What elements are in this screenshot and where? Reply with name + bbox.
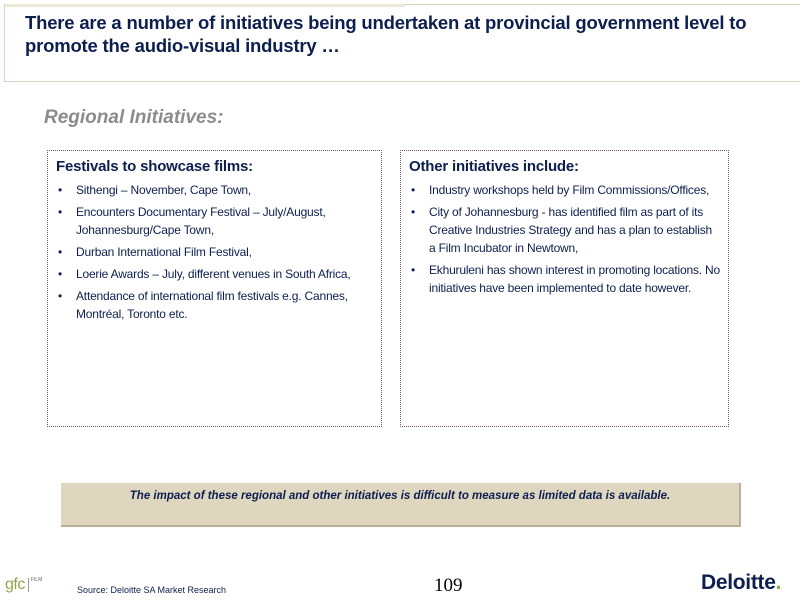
bullet-icon: • [411,183,416,197]
title-top-rule [5,4,405,7]
page-title: There are a number of initiatives being undertaken at provincial government level to promote the audio-visual industry … [25,12,747,56]
bullet-icon: • [58,289,63,303]
bullet-icon: • [58,205,63,219]
gfc-film-logo [5,575,44,595]
list-item-text: Durban International Film Festival, [76,245,252,259]
bullet-icon: • [411,205,416,219]
list-item-text: Loerie Awards – July, different venues in South Africa, [76,267,351,281]
list-item [409,203,720,257]
bullet-icon: • [411,263,416,277]
list-item [56,203,373,239]
bullet-icon: • [58,183,63,197]
list-item [409,261,720,297]
other-initiatives-list [409,181,720,297]
other-initiatives-heading: Other initiatives include: [409,158,579,175]
page-number: 109 [434,575,463,596]
list-item-text: Encounters Documentary Festival – July/August, Johannesburg/Cape Town, [76,205,326,237]
list-item [56,181,373,199]
source-note: Source: Deloitte SA Market Research [77,585,227,595]
list-item [56,287,373,323]
deloitte-logo-text: Deloitte [701,571,776,594]
bullet-icon: • [58,245,63,259]
list-item-text: City of Johannesburg - has identified film as part of its Creative Industries Strategy and has a plan to establish a Film Incubator in Newtown, [429,205,712,255]
bullet-icon: • [58,267,63,281]
section-subtitle: Regional Initiatives: [44,107,224,128]
list-item-text: Sithengi – November, Cape Town, [76,183,252,197]
deloitte-logo-dot: . [775,571,782,594]
festivals-list [56,181,373,323]
other-initiatives-panel [400,150,729,427]
gfc-logo-sub: FILM [28,578,44,592]
gfc-logo-text: gfc [5,576,25,593]
festivals-heading: Festivals to showcase films: [56,158,253,175]
list-item [56,265,373,283]
list-item-text: Industry workshops held by Film Commissions/Offices, [429,183,710,197]
festivals-panel [47,150,382,427]
list-item [56,243,373,261]
title-box [4,4,800,82]
deloitte-logo [701,571,781,595]
list-item-text: Attendance of international film festivals e.g. Cannes, Montréal, Toronto etc. [76,289,348,321]
list-item [409,181,720,199]
list-item-text: Ekhuruleni has shown interest in promoting locations. No initiatives have been implemented to date however. [429,263,720,295]
impact-note: The impact of these regional and other initiatives is difficult to measure as limited data is available. [61,483,741,527]
